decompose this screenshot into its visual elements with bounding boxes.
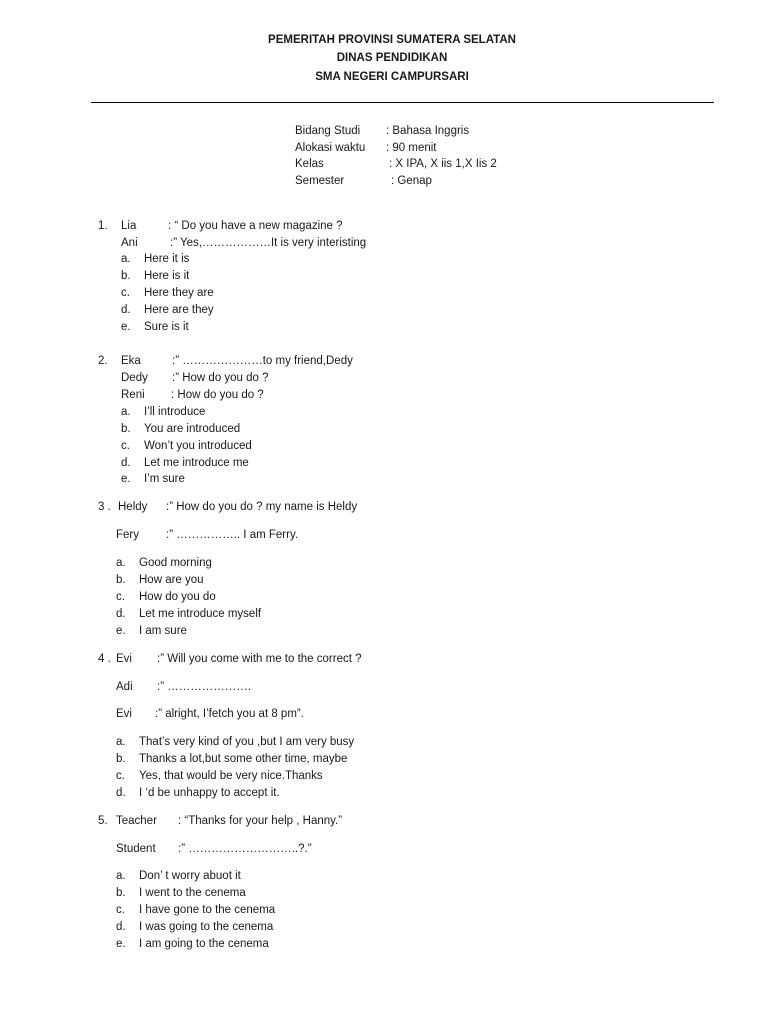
option-letter: c. xyxy=(116,770,125,782)
option-letter: a. xyxy=(116,870,126,882)
dialog-speaker: Fery xyxy=(116,529,139,541)
option-text: Here is it xyxy=(144,270,190,282)
question-number: 1. xyxy=(98,220,108,232)
dialog-speaker: Evi xyxy=(116,653,132,665)
option-text: How do you do xyxy=(139,591,216,603)
option-letter: e. xyxy=(116,625,126,637)
option-text: Here it is xyxy=(144,253,190,265)
dialog-line: : “ Do you have a new magazine ? xyxy=(168,220,343,232)
dialog-speaker: Student xyxy=(116,843,156,855)
option-text: How are you xyxy=(139,574,204,586)
option-text: Good morning xyxy=(139,557,212,569)
option-text: I have gone to the cenema xyxy=(139,904,276,916)
info-value-subject: : Bahasa Inggris xyxy=(386,125,470,137)
info-label-semester: Semester xyxy=(295,175,345,187)
option-text: I’ll introduce xyxy=(144,406,206,418)
dialog-line: : How do you do ? xyxy=(171,389,264,401)
option-text: I was going to the cenema xyxy=(139,921,274,933)
option-letter: a. xyxy=(116,557,126,569)
question-number: 5. xyxy=(98,815,108,827)
info-label-class: Kelas xyxy=(295,158,324,170)
option-text: I went to the cenema xyxy=(139,887,246,899)
option-letter: e. xyxy=(121,321,131,333)
question-number: 2. xyxy=(98,355,108,367)
option-letter: a. xyxy=(121,253,131,265)
option-text: I am going to the cenema xyxy=(139,938,269,950)
question-number: 3 . xyxy=(98,501,111,513)
option-letter: c. xyxy=(121,440,130,452)
dialog-speaker: Lia xyxy=(121,220,137,232)
header-line-3: SMA NEGERI CAMPURSARI xyxy=(315,71,469,83)
dialog-speaker: Eka xyxy=(121,355,141,367)
option-letter: a. xyxy=(116,736,126,748)
dialog-line: :” How do you do ? xyxy=(172,372,269,384)
option-text: Won’t you introduced xyxy=(144,440,252,452)
info-value-class: : X IPA, X iis 1,X Iis 2 xyxy=(389,158,497,170)
dialog-speaker: Heldy xyxy=(118,501,148,513)
option-letter: e. xyxy=(116,938,126,950)
dialog-line: :” …………………. xyxy=(157,681,251,693)
dialog-line: :” Will you come with me to the correct ? xyxy=(157,653,362,665)
option-letter: c. xyxy=(116,904,125,916)
dialog-line: :” Yes,………………It is very interisting xyxy=(170,237,367,249)
header-line-1: PEMERITAH PROVINSI SUMATERA SELATAN xyxy=(268,34,516,46)
option-letter: d. xyxy=(121,457,131,469)
dialog-speaker: Evi xyxy=(116,708,132,720)
info-value-time: : 90 menit xyxy=(386,142,437,154)
dialog-line: :” alright, I’fetch you at 8 pm”. xyxy=(155,708,304,720)
dialog-speaker: Dedy xyxy=(121,372,148,384)
question-number: 4 . xyxy=(98,653,111,665)
info-label-time: Alokasi waktu xyxy=(295,142,366,154)
option-text: Let me introduce me xyxy=(144,457,249,469)
option-text: I ‘d be unhappy to accept it. xyxy=(139,787,280,799)
dialog-line: :” How do you do ? my name is Heldy xyxy=(166,501,358,513)
option-letter: c. xyxy=(121,287,130,299)
option-text: I’m sure xyxy=(144,473,185,485)
option-text: Here they are xyxy=(144,287,214,299)
dialog-speaker: Adi xyxy=(116,681,133,693)
dialog-line: :” …………….. I am Ferry. xyxy=(166,529,299,541)
dialog-line: :” ………………………..?.” xyxy=(178,843,312,855)
option-letter: d. xyxy=(121,304,131,316)
option-letter: e. xyxy=(121,473,131,485)
option-letter: b. xyxy=(116,887,126,899)
option-letter: a. xyxy=(121,406,131,418)
option-letter: d. xyxy=(116,921,126,933)
option-text: You are introduced xyxy=(144,423,241,435)
option-text: Don’ t worry abuot it xyxy=(139,870,241,882)
dialog-speaker: Ani xyxy=(121,237,138,249)
header-line-2: DINAS PENDIDIKAN xyxy=(336,52,448,64)
option-letter: d. xyxy=(116,787,126,799)
option-letter: c. xyxy=(116,591,125,603)
option-text: Thanks a lot,but some other time, maybe xyxy=(139,753,348,765)
header-divider xyxy=(91,102,714,103)
option-text: I am sure xyxy=(139,625,187,637)
option-letter: d. xyxy=(116,608,126,620)
dialog-speaker: Teacher xyxy=(116,815,157,827)
option-text: That’s very kind of you ,but I am very busy xyxy=(139,736,355,748)
dialog-line: : “Thanks for your help , Hanny.” xyxy=(178,815,343,827)
option-text: Sure is it xyxy=(144,321,189,333)
option-text: Here are they xyxy=(144,304,214,316)
option-text: Yes, that would be very nice.Thanks xyxy=(139,770,323,782)
dialog-speaker: Reni xyxy=(121,389,145,401)
option-letter: b. xyxy=(116,753,126,765)
info-value-semester: : Genap xyxy=(391,175,432,187)
option-text: Let me introduce myself xyxy=(139,608,262,620)
option-letter: b. xyxy=(121,423,131,435)
dialog-line: :” …………………to my friend,Dedy xyxy=(172,355,353,367)
option-letter: b. xyxy=(116,574,126,586)
option-letter: b. xyxy=(121,270,131,282)
info-label-subject: Bidang Studi xyxy=(295,125,361,137)
